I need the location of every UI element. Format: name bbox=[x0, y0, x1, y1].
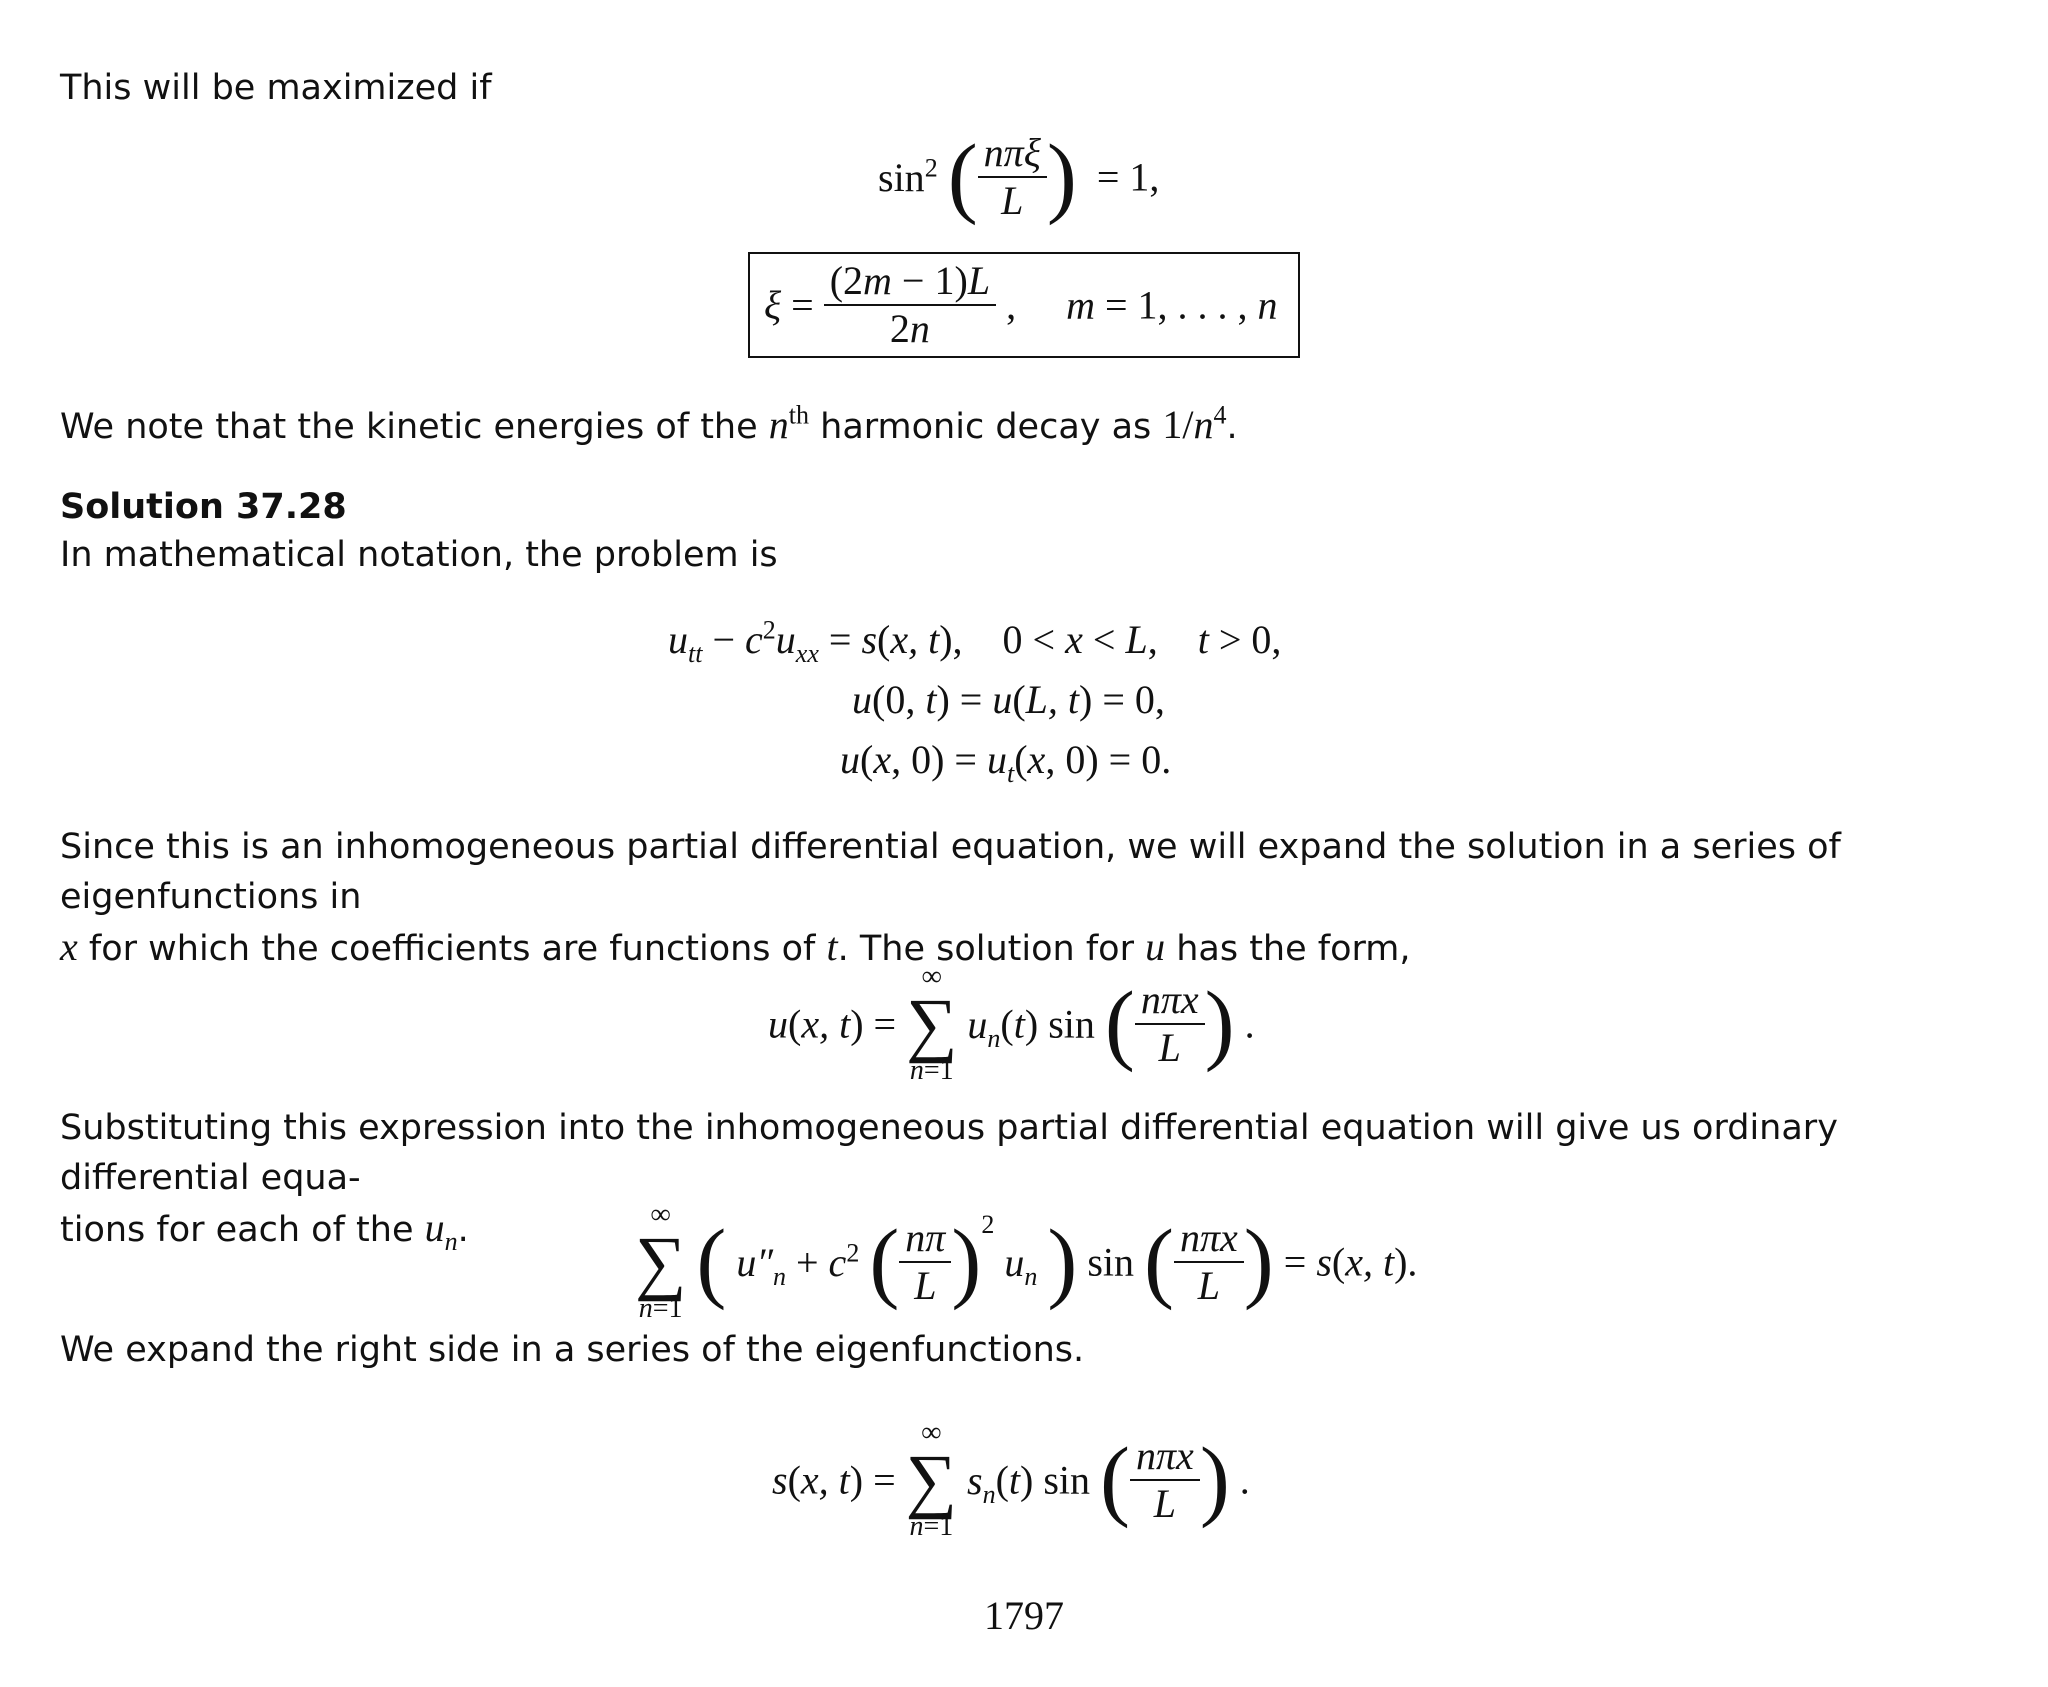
paragraph-substitute-text-1: Substituting this expression into the inhomogeneous partial differential equation will give us ordinary differential equa- bbox=[60, 1108, 1838, 1198]
paragraph-expand-text-1: Since this is an inhomogeneous partial differential equation, we will expand the solution in a series of eigenfunctions in bbox=[60, 827, 1841, 917]
page-number bbox=[0, 1592, 2048, 1639]
section-heading-text: Solution 37.28 bbox=[60, 487, 347, 527]
math-nth: $n^{th}$ bbox=[768, 400, 810, 447]
page-number-text: 1797 bbox=[984, 1593, 1064, 1638]
section-heading bbox=[60, 482, 2000, 532]
paragraph-rightside bbox=[60, 1325, 2000, 1375]
math-u: u bbox=[1145, 924, 1166, 969]
equation-pde: $u_{tt} - c^2u_{xx} = s(x$, t), 0 < x < L, t > 0, bbox=[668, 615, 1282, 668]
math-un: $u_n$ bbox=[424, 1205, 458, 1256]
paragraph-expand bbox=[60, 822, 2000, 974]
paragraph-substitute-text-2: tions for each of the bbox=[60, 1210, 425, 1250]
paragraph-kinetic-text-2: harmonic decay as bbox=[809, 407, 1163, 447]
equation-ode-series: ∞ ∑ n=1 ( $u''_n + c^2$ ( $\frac{n\pi}{L}$ )$^2$ $u_n$ ) sin ( $\frac{\text{nπx}}{L}$ ) = s(x, t). bbox=[635, 1199, 1418, 1324]
paragraph-intro bbox=[60, 63, 2000, 113]
paragraph-intro-text: This will be maximized if bbox=[60, 68, 492, 108]
equation-series-u: u(x, t) = ∞ ∑ n=1 $u_n(t)$ sin ( $\frac{\text{nπx}}{L}$ ) . bbox=[768, 961, 1255, 1086]
paragraph-rightside-text: We expand the right side in a series of the eigenfunctions. bbox=[60, 1330, 1085, 1370]
paragraph-expand-text-3: . The solution for bbox=[837, 929, 1146, 969]
paragraph-kinetic-text-1: We note that the kinetic energies of the bbox=[60, 407, 769, 447]
equation-boundary: u(0, t) = u(L, t) = 0, bbox=[852, 677, 1165, 722]
equation-initial: u(x, $0) = u_t(x$, 0) = 0. bbox=[840, 737, 1172, 788]
math-x: x bbox=[60, 924, 78, 969]
paragraph-expand-text-2: for which the coefficients are functions of bbox=[77, 929, 827, 969]
equation-series-s: s(x, t) = ∞ ∑ n=1 $s_n(t)$ sin ( $\frac{\text{nπx}}{L}$ ) . bbox=[772, 1417, 1250, 1542]
paragraph-notation-text: In mathematical notation, the problem is bbox=[60, 535, 778, 575]
paragraph-expand-text-4: has the form, bbox=[1165, 929, 1411, 969]
math-decay: $1/n^4$ bbox=[1162, 400, 1227, 447]
paragraph-notation bbox=[60, 530, 2000, 580]
equation-sin-squared: $\sin^2$ ( $\frac{\text{nπξ}}{L}$ ) = 1, bbox=[878, 127, 1160, 226]
paragraph-substitute: Substituting this expression into the inhomogeneous partial differential equation will give us ordinary differential equa- tions for each of the $u_n$. bbox=[60, 1108, 1838, 1256]
math-t: t bbox=[826, 924, 838, 969]
equation-boxed-xi: ξ = $\frac{(2m - 1)L}{2n}$ , m = 1, . . . , n bbox=[748, 252, 1300, 358]
paragraph-kinetic: We note that the kinetic energies of the $n^{th}$ harmonic decay as $1/n^4$. bbox=[60, 400, 1238, 447]
